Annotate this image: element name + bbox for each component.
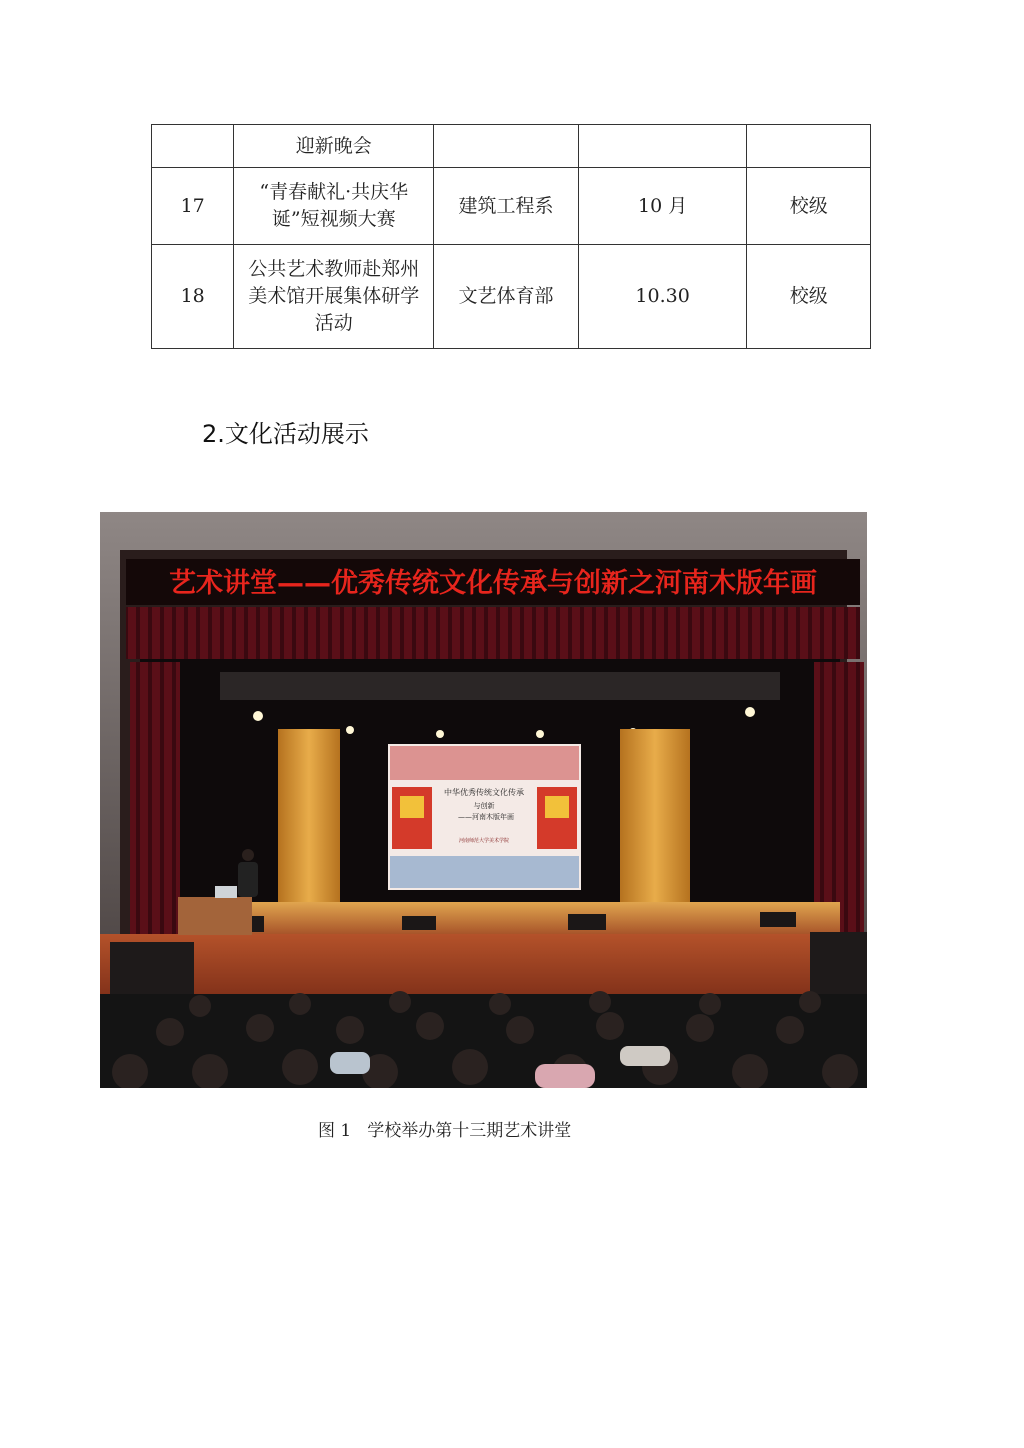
right-curtain [814,662,864,944]
activity-table [151,124,871,349]
cell-activity: 迎新晚会 [234,125,434,168]
cell-date: 10 月 [578,168,747,245]
lecture-photo [100,512,867,1088]
right-gold-curtain [620,729,690,907]
figure-caption [318,1116,587,1141]
cell-date: 10.30 [578,245,747,349]
cell-department [434,125,579,168]
stage-floor [250,902,840,934]
cell-level [747,125,871,168]
valance-curtain [126,607,860,659]
screen-subtitle: 与创新 [473,802,495,810]
cell-number: 18 [152,245,234,349]
lighting-truss [220,672,780,700]
cell-level: 校级 [747,245,871,349]
table-row [152,168,871,245]
lectern [178,897,252,935]
cell-number [152,125,234,168]
cell-department: 建筑工程系 [434,168,579,245]
figure-label: 图 1 [318,1121,352,1141]
cell-number: 17 [152,168,234,245]
banner-text: 艺术讲堂——优秀传统文化传承与创新之河南木版年画 [169,568,817,599]
screen-title: 中华优秀传统文化传承 [444,788,524,797]
table-row [152,245,871,349]
section-heading: 2.文化活动展示 [202,420,369,448]
cell-activity: 公共艺术教师赴郑州美术馆开展集体研学活动 [234,245,434,349]
screen-subtitle-2: ——河南木版年画 [458,813,514,821]
laptop [215,886,237,898]
cell-activity: “青春献礼·共庆华诞”短视频大赛 [234,168,434,245]
cell-date [578,125,747,168]
table-row [152,125,871,168]
cell-department: 文艺体育部 [434,245,579,349]
screen-org: 河南师范大学美术学院 [458,838,510,844]
cell-level: 校级 [747,168,871,245]
figure-caption-text: 学校举办第十三期艺术讲堂 [367,1121,572,1141]
left-gold-curtain [278,729,340,907]
left-curtain [130,662,180,944]
